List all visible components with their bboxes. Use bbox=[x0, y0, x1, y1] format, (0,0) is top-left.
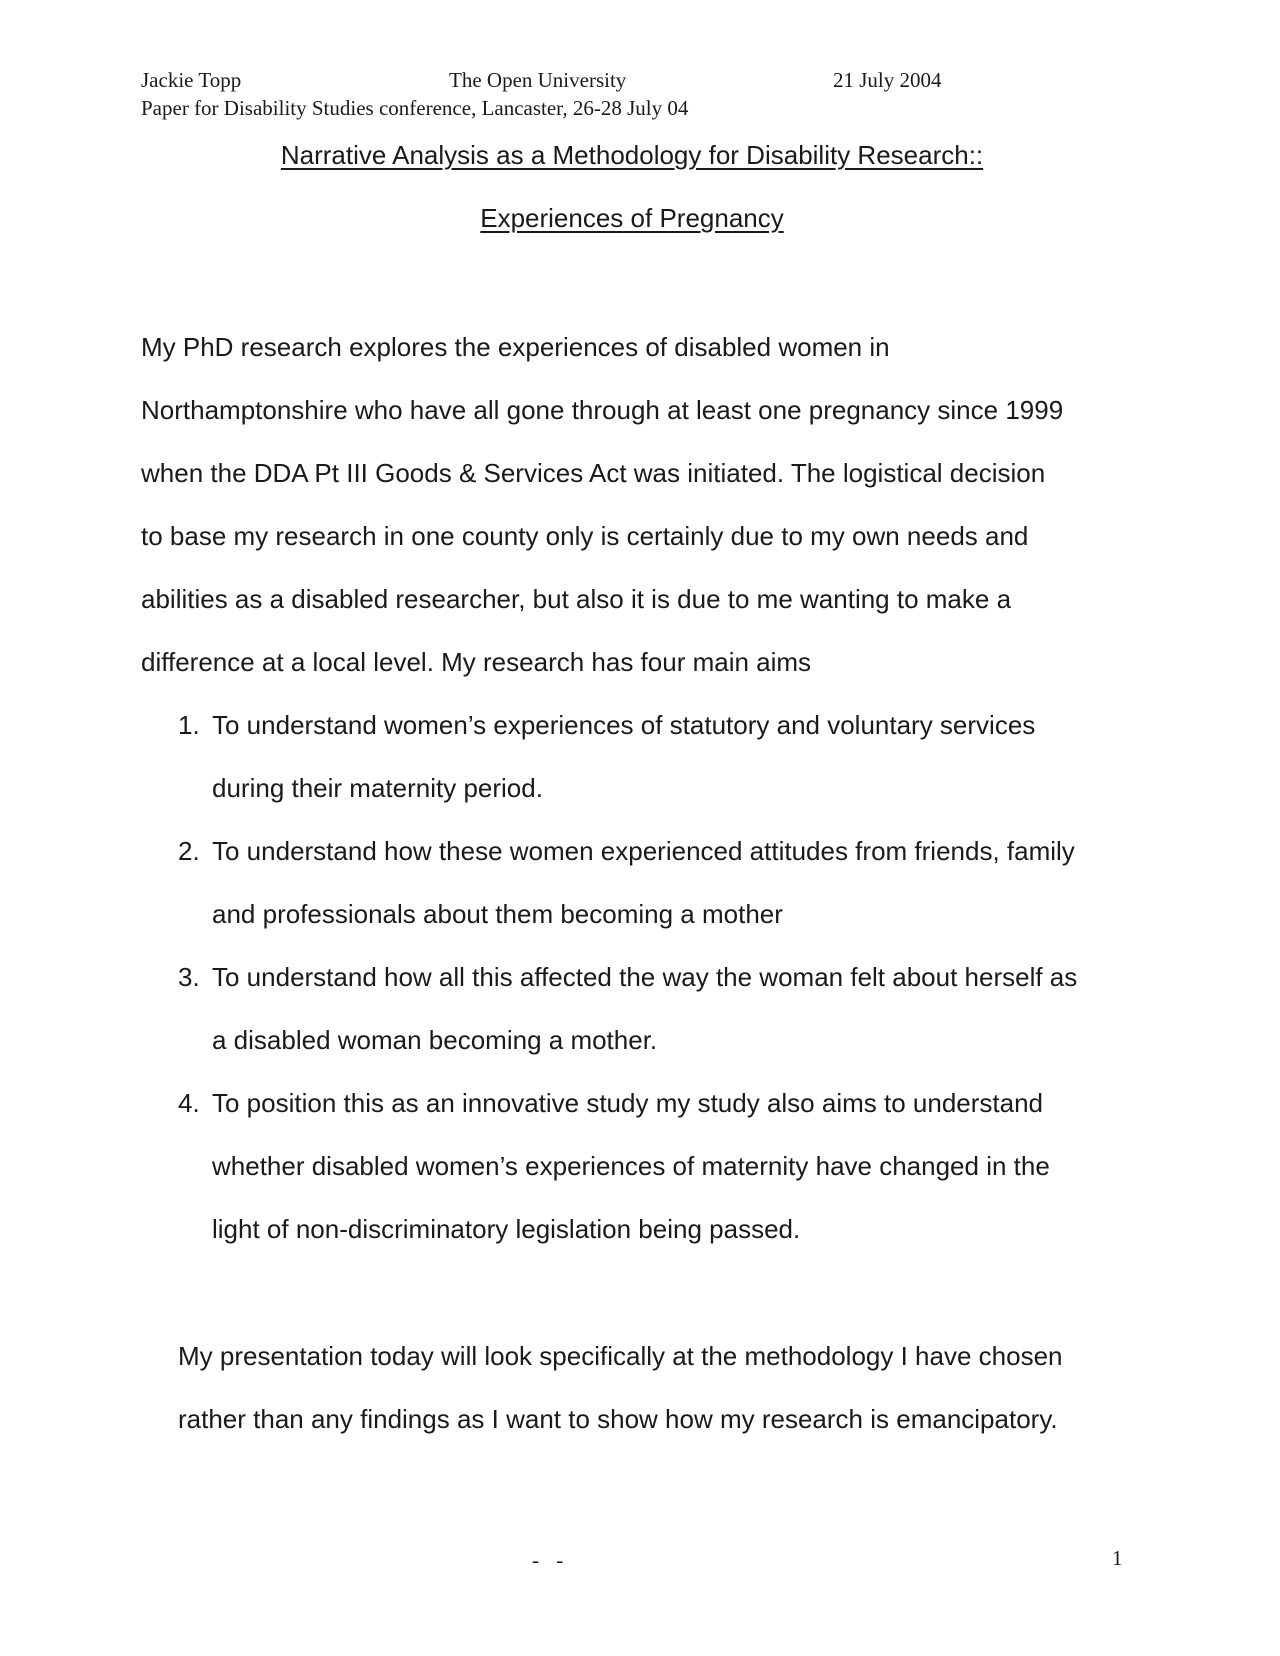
header-row-2 bbox=[141, 94, 1041, 122]
intro-line: My PhD research explores the experiences of disabled women in bbox=[141, 332, 890, 362]
page-header bbox=[141, 66, 1041, 122]
aim-line: To understand how all this affected the way the woman felt about herself as bbox=[212, 962, 1078, 992]
page-number: 1 bbox=[1112, 1546, 1123, 1570]
aim-item bbox=[141, 946, 1141, 1072]
header-institution: The Open University bbox=[449, 68, 627, 92]
header-author: Jackie Topp bbox=[141, 68, 242, 92]
aim-line: during their maternity period. bbox=[212, 773, 543, 803]
intro-line: difference at a local level. My research has four main aims bbox=[141, 647, 812, 677]
document-title-line-2: Experiences of Pregnancy bbox=[480, 203, 784, 233]
intro-line: Northamptonshire who have all gone through at least one pregnancy since 1999 bbox=[141, 395, 1064, 425]
aim-item bbox=[141, 1072, 1141, 1261]
intro-paragraph bbox=[141, 316, 1141, 694]
aim-line: To understand women’s experiences of statutory and voluntary services bbox=[212, 710, 1036, 740]
aim-number: 2. bbox=[178, 836, 200, 866]
document-title-line-1: Narrative Analysis as a Methodology for Disability Research:: bbox=[280, 140, 984, 170]
presentation-line: My presentation today will look specifically at the methodology I have chosen bbox=[178, 1341, 1063, 1371]
aim-number: 3. bbox=[178, 962, 200, 992]
aim-line: and professionals about them becoming a mother bbox=[212, 899, 783, 929]
intro-line: when the DDA Pt III Goods & Services Act was initiated. The logistical decision bbox=[141, 458, 1046, 488]
header-date: 21 July 2004 bbox=[833, 68, 942, 92]
aim-number: 4. bbox=[178, 1088, 200, 1118]
footer-center-mark: - - bbox=[532, 1548, 570, 1572]
aim-line: To position this as an innovative study my study also aims to understand bbox=[212, 1088, 1043, 1118]
aim-item bbox=[141, 820, 1141, 946]
presentation-line: rather than any findings as I want to show how my research is emancipatory. bbox=[178, 1404, 1058, 1434]
aim-line: To understand how these women experienced attitudes from friends, family bbox=[212, 836, 1075, 866]
aim-line: a disabled woman becoming a mother. bbox=[212, 1025, 658, 1055]
header-row-1 bbox=[141, 66, 1041, 94]
aim-item bbox=[141, 694, 1141, 820]
header-conference: Paper for Disability Studies conference, Lancaster, 26-28 July 04 bbox=[141, 96, 689, 120]
intro-line: abilities as a disabled researcher, but also it is due to me wanting to make a bbox=[141, 584, 1012, 614]
aim-number: 1. bbox=[178, 710, 200, 740]
aims-list bbox=[141, 694, 1141, 1261]
intro-line: to base my research in one county only is certainly due to my own needs and bbox=[141, 521, 1029, 551]
aim-line: light of non-discriminatory legislation being passed. bbox=[212, 1214, 801, 1244]
aim-line: whether disabled women’s experiences of maternity have changed in the bbox=[212, 1151, 1050, 1181]
presentation-paragraph bbox=[178, 1325, 1178, 1451]
